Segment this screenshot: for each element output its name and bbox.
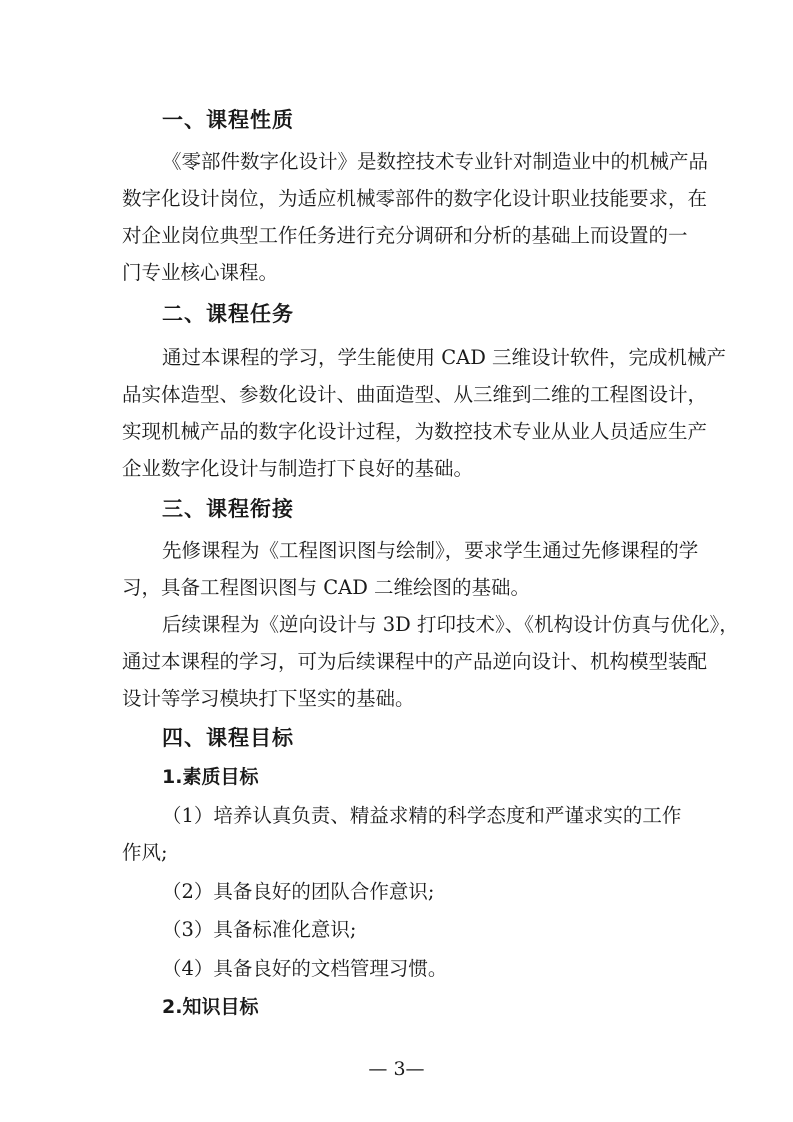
subheading-quality-objectives: 1.素质目标 — [162, 766, 259, 788]
paragraph-line: 后续课程为《逆向设计与 3D 打印技术》、《机构设计仿真与优化》， — [162, 613, 739, 636]
paragraph-line: 实现机械产品的数字化设计过程，为数控技术专业从业人员适应生产 — [122, 420, 708, 443]
list-item: （3）具备标准化意识; — [162, 918, 357, 941]
list-item: （4）具备良好的文档管理习惯。 — [162, 957, 448, 980]
list-item: （2）具备良好的团队合作意识; — [162, 880, 435, 903]
paragraph-line: 品实体造型、参数化设计、曲面造型、从三维到二维的工程图设计， — [122, 383, 708, 406]
list-item: （1）培养认真负责、精益求精的科学态度和严谨求实的工作 — [162, 804, 682, 827]
section-heading-nature: 一、课程性质 — [162, 108, 294, 132]
paragraph-line: 对企业岗位典型工作任务进行充分调研和分析的基础上而设置的一 — [122, 224, 688, 247]
paragraph-line: 设计等学习模块打下坚实的基础。 — [122, 687, 415, 710]
paragraph-line: 企业数字化设计与制造打下良好的基础。 — [122, 457, 474, 480]
section-heading-tasks: 二、课程任务 — [162, 302, 294, 326]
page-number: — 3— — [368, 1058, 425, 1080]
paragraph-line: 通过本课程的学习，可为后续课程中的产品逆向设计、机构模型装配 — [122, 650, 708, 673]
section-heading-connection: 三、课程衔接 — [162, 497, 294, 521]
section-heading-objectives: 四、课程目标 — [162, 726, 294, 750]
paragraph-line: 先修课程为《工程图识图与绘制》，要求学生通过先修课程的学 — [162, 539, 699, 562]
list-item-continuation: 作风; — [122, 841, 168, 864]
paragraph-line: 《零部件数字化设计》是数控技术专业针对制造业中的机械产品 — [162, 150, 709, 173]
paragraph-line: 通过本课程的学习，学生能使用 CAD 三维设计软件，完成机械产 — [162, 346, 727, 369]
paragraph-line: 数字化设计岗位，为适应机械零部件的数字化设计职业技能要求，在 — [122, 187, 708, 210]
paragraph-line: 习，具备工程图识图与 CAD 二维绘图的基础。 — [122, 576, 531, 599]
paragraph-line: 门专业核心课程。 — [122, 261, 279, 284]
subheading-knowledge-objectives: 2.知识目标 — [162, 996, 259, 1018]
